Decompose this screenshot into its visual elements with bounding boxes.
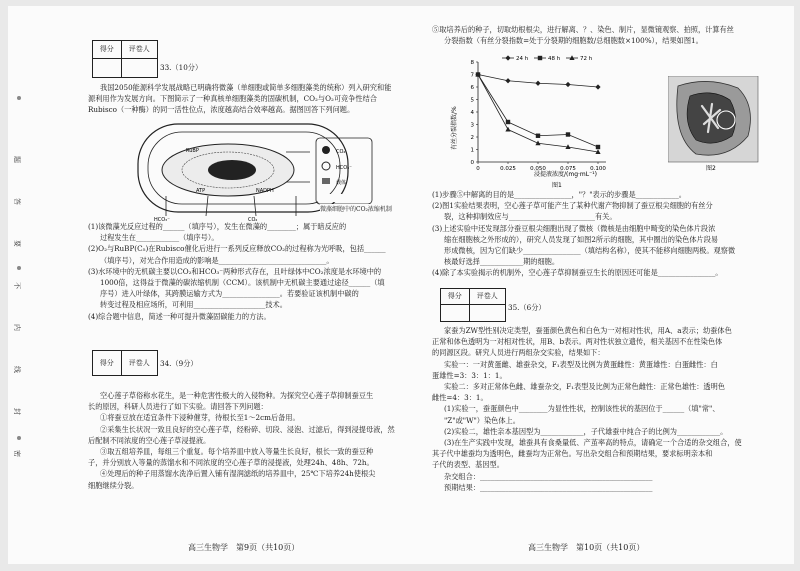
q33-question-line: (2)O₂与RuBP(C₅)在Rubisco催化后进行一系列反应释放CO₂的过程称为光呼吸，包括______ [88,244,386,254]
page-left-footer: 高三生物学 第9页（共10页） [188,543,300,552]
q34-question-line: 形成微核，因为它们缺少________________（填结构名称），使其不能移向细胞两极。观察微 [444,246,736,256]
binding-label: 封 [13,408,21,415]
q33-question-line: (1)该微藻光反应过程的______（填序号），发生在微藻的________；属于暗反应的 [88,222,347,231]
svg-text:载体: 载体 [336,180,347,186]
q35-body-line: 实验一：一对黄蛋雌、雄蚕杂交，F₁表型及比例为黄蛋雌性：黄蛋雄性：白蛋雌性：白 [444,359,718,369]
q34-question-line: (1)步骤⑤中解离的目的是________________，"？"表示的步骤是____________。 [432,190,686,199]
q35-body-line: 其子代中雄蚕均为透明色，雌蚕均为正常色。写出杂交组合和预期结果，要求标明亲本和 [432,449,713,459]
y-tick-label: 2 [470,135,474,141]
legend-label: 72 h [580,56,593,62]
figure1-line-chart [448,50,648,190]
x-tick-label: 0.050 [530,166,546,172]
data-point [505,78,510,83]
svg-text:NADPH: NADPH [256,188,274,194]
q33-question-line: 序号）进入叶绿体，其跨膜运输方式为________________。若要验证该机制中碳的 [100,289,359,299]
q33-intro [88,82,391,116]
binding-label: 内 [13,324,21,331]
q33-question-line: (4)综合题中信息，简述一种可提升微藻固碳能力的方法。 [88,311,271,321]
binding-hole [17,436,21,440]
q35-body-line: 实验二：多对正常体色雌、雄蚕杂交，F₁表型及比例为正常色雌性：正常色雄性：透明色 [444,382,725,392]
y-tick-label: 1 [470,147,474,154]
score-header-score: 得分 [93,41,121,59]
q35-body-line: 雌性=4：3：1。 [432,393,488,403]
y-tick-label: 3 [470,122,474,129]
q35-body [432,325,742,493]
series-line [478,75,598,153]
x-tick-label: 0.075 [560,166,576,172]
figure2-caption: 图2 [706,165,716,172]
data-point [506,120,510,124]
q33-questions [88,221,386,322]
q35-body-line: 蛋雄性=3：3：1：1。 [432,370,507,380]
q34-continued-line: ⑤取培养后的种子，切取幼根根尖，进行解离、？、染色、制片，显微镜观察、拍照，计算有丝 [432,25,734,34]
q33-intro-line: 源利用作为发展方向。下图简示了一种真核单细胞藻类的固碳机制，CO₂与O₂可竞争性结合 [88,94,377,104]
q33-intro-line: 我国2050能源科学发展战略已明确将微藻（单细胞或简单多细胞藻类的统称）列入研究和能 [100,83,392,92]
q34-body-line: 长的原因，科研人员进行了如下实验。请回答下列问题： [88,402,268,412]
y-tick-label: 8 [470,60,474,66]
binding-label: 答 [13,198,21,205]
x-tick-label: 0.025 [500,166,516,172]
q34-question-line: (4)除了本实验揭示的机制外，空心莲子草抑制蚕豆生长的原因还可能是________________。 [432,268,723,278]
q34-body-line: 后配制不同浓度的空心莲子草浸提液。 [88,435,211,445]
score-box-35 [440,288,506,322]
score-header-grader: 评卷人 [470,289,505,305]
chart-legend [502,55,593,62]
chart-series [475,72,600,154]
q35-body-line: (3)在生产实践中发现，雄蚕具有食桑量低、产茧率高的特点，请确定一个合适的杂交组合，使 [444,438,742,448]
q34-body-line: ④处理后的种子用蒸馏水洗净后置入铺有湿润滤纸的培养皿中，25℃下培养24h使根尖 [100,469,376,479]
q34-continued-line: 分裂指数（有丝分裂指数=处于分裂期的细胞数/总细胞数×100%），结果如图1。 [444,36,703,46]
legend-label: 24 h [516,56,529,62]
data-point [566,132,570,136]
svg-text:ATP: ATP [196,188,206,194]
y-tick-label: 0 [470,160,474,166]
q34-question-line: 裂，这种抑制效应与________________________有关。 [444,212,617,222]
pyrenoid-shape [208,160,256,180]
q35-body-line: 子代的表型、基因型。 [432,460,504,470]
y-tick-label: 5 [470,97,474,104]
transport-arrows [166,196,296,216]
data-point [505,127,510,132]
q34-question-line: 缩在细胞核之外形成的），研究人员发现了如图2所示的细胞，其中圈出的染色体片段易 [444,234,719,244]
page-right-footer: 高三生物学 第10页（共10页） [528,543,645,552]
score-header-score: 得分 [441,289,469,305]
q35-body-line: (2)实验二，雄性亲本基因型为____________，子代雄蚕中纯合子的比例为____________。 [444,426,728,436]
chart-axes [478,62,606,162]
legend-marker [538,56,542,60]
score-header-grader: 评卷人 [128,359,150,367]
score-header-grader: 评卷人 [122,41,157,59]
svg-text:HCO₃⁻: HCO₃⁻ [154,217,170,222]
y-tick-label: 7 [470,72,474,79]
q35-body-line: (1)实验一，蚕蛋颜色中________为显性性状，控制该性状的基因位于______（填"常"、 [444,404,720,414]
q33-figure-caption: 微藻细胞中的CO₂浓缩机制 [320,206,392,213]
chart-title: 图1 [552,182,562,189]
binding-hole [17,96,21,100]
q34-body-line: 子，并分别放入等量的蒸馏水和不同浓度的空心莲子草的浸提液，处理24h、48h、72h。 [88,458,374,468]
q33-question-line: 过程发生在____________（填序号）。 [100,233,219,243]
svg-text:CO₂: CO₂ [336,149,346,155]
chart-y-axis-label: 有丝分裂指数/% [451,106,458,150]
q34-body-line: 细胞继续分裂。 [88,480,139,490]
binding-label: 不 [13,282,21,289]
q33-title: 33.（10分） [160,63,203,72]
y-tick-label: 6 [470,85,474,91]
legend-marker [569,55,574,60]
q34-question-line: (2)图1实验结果表明，空心莲子草可能产生了某种代谢产物抑制了蚕豆根尖细胞的有丝分 [432,201,713,211]
q35-title: 35.（6分） [508,303,546,312]
q34-body [88,390,395,491]
score-box-34 [92,350,158,376]
q35-body-line: "Z"或"W"）染色体上。 [444,415,520,425]
q35-body-line: 正常和体色透明为一对相对性状，用B、b表示。两对性状独立遗传，相关基因不在性染色体 [432,337,723,347]
q34-question-line: (3)上述实验中还发现部分蚕豆根尖细胞出现了微核（微核是由细胞中畸变的染色体片段浓 [432,223,716,233]
q34-body-line: 空心莲子草俗称水花生，是一种危害性极大的入侵物种。为探究空心莲子草抑制蚕豆生 [100,391,374,400]
legend-label: 48 h [548,56,561,62]
binding-hole [17,266,21,270]
binding-label: 线 [13,366,21,373]
q33-intro-line: Rubisco（一种酶）的同一活性位点，浓度越高结合效率越高。据图回答下列问题。 [88,105,355,115]
q34-question-line: 核最好选择____________期的细胞。 [444,257,560,267]
q35-body-line: 家蚕为ZW型性别决定类型，蚕蛋颜色黄色和白色为一对相对性状，用A、a表示；幼蚕体色 [444,326,732,335]
exam-sheet [8,6,794,564]
svg-text:HCO₃⁻: HCO₃⁻ [336,165,352,171]
q33-question-line: (3)水环境中的无机碳主要以CO₂和HCO₃⁻两种形式存在，且叶绿体中CO₂浓度是水环境中的 [88,266,382,276]
data-point [565,82,570,87]
binding-label: 题 [13,156,21,163]
q34-title: 34.（9分） [160,359,198,368]
data-point [595,84,600,89]
binding-label: 要 [13,240,21,247]
data-point [596,145,600,149]
data-point [536,134,540,138]
figure2-micrograph [668,76,764,172]
y-tick-label: 4 [470,110,474,116]
data-point [535,81,540,86]
q34-body-line: ①将蚕豆放在适宜条件下浸种催芽，待根长至1～2cm后备用。 [100,413,300,423]
q35-answer-cross[interactable]: 杂交组合：________________________________________________ [444,471,653,481]
binding-label: 密 [13,450,21,457]
q33-question-line: 1000倍，这得益于微藻的碳浓缩机制（CCM）。该机制中无机碳主要通过途径______（填 [100,278,385,288]
x-tick-label: 0 [476,166,480,172]
svg-text:CO₂: CO₂ [248,217,258,222]
q34-body-line: ③取五组培养皿，每组三个重复。每个培养皿中放入等量生长良好，根长一致的蚕豆种 [100,447,374,457]
q33-question-line: （填序号），对光合作用造成的影响是______________________________。 [100,255,334,265]
svg-text:RuBP: RuBP [186,148,199,154]
chart-x-axis-label: 浸提液浓度/(mg·mL⁻¹) [534,171,598,178]
q35-body-line: 的同源区段。研究人员进行两组杂交实验，结果如下： [432,348,605,358]
series-24h [475,72,600,90]
x-tick-label: 0.100 [590,166,606,172]
q34-questions [432,189,735,279]
legend-marker [505,55,510,60]
q34-body-line: ②采集生长状况一致且良好的空心莲子草，经粉碎、切段、浸泡、过滤后，得到浸提母液，然 [100,424,395,434]
q34-continued [432,24,734,46]
score-header-score: 得分 [93,351,122,375]
q33-question-line: 转变过程及相应场所，可利用____________________技术。 [100,300,287,310]
q35-answer-result[interactable]: 预期结果：________________________________________________ [444,482,653,492]
score-box-33 [92,40,158,78]
